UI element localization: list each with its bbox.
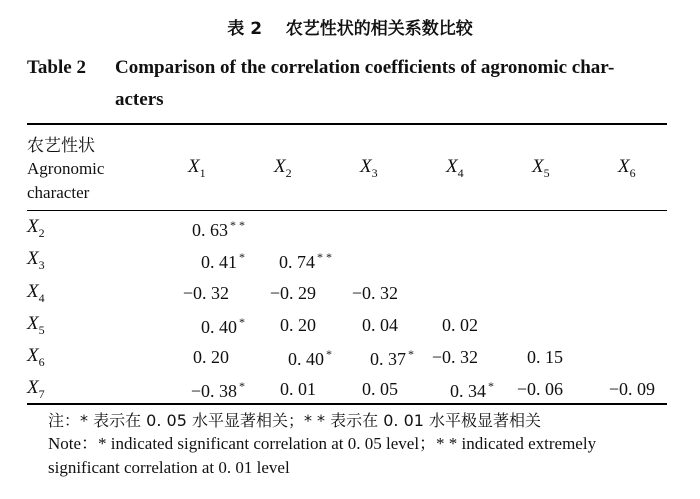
cell-value: 0. 02 <box>442 315 478 335</box>
row-header-var: X <box>27 377 39 398</box>
significance-marker: * * <box>317 250 332 264</box>
row-label-header-cn: 农艺性状 <box>27 136 95 156</box>
column-header-sub: 6 <box>629 165 636 180</box>
cell-value: 0. 20 <box>193 347 229 367</box>
table-title-en <box>27 52 677 116</box>
table-label-cn: 表 2 <box>227 19 263 39</box>
cell-value: 0. 74 <box>279 252 315 272</box>
row-header-var: X <box>27 216 39 237</box>
cell-value: 0. 34 <box>450 381 486 401</box>
column-header-sub: 2 <box>285 165 292 180</box>
table-caption-en-line1: Comparison of the correlation coefficients of agronomic char- <box>115 57 615 78</box>
row-header-var: X <box>27 345 39 366</box>
column-header <box>446 156 464 181</box>
row-header <box>27 345 45 370</box>
row-header-sub: 5 <box>38 322 45 337</box>
column-header-var: X <box>446 156 458 177</box>
cell-value: −0. 29 <box>269 283 316 303</box>
row-header <box>27 216 45 241</box>
cell-value: −0. 38 <box>190 381 237 401</box>
table-cell <box>193 347 229 368</box>
row-header <box>27 313 45 338</box>
table-cell <box>201 315 245 338</box>
row-label-header-en <box>27 157 104 205</box>
cell-value: 0. 41 <box>201 252 237 272</box>
table-label-en: Table 2 <box>27 57 86 78</box>
column-header <box>360 156 378 181</box>
significance-marker: * <box>239 250 245 264</box>
bottom-rule <box>27 403 667 405</box>
table-cell <box>432 347 478 368</box>
cell-value: −0. 06 <box>516 379 563 399</box>
cell-value: 0. 20 <box>280 315 316 335</box>
row-header-sub: 4 <box>38 290 45 305</box>
significance-marker: * <box>408 347 414 361</box>
table-cell <box>442 315 478 336</box>
cell-value: 0. 63 <box>192 220 228 240</box>
table-cell <box>288 347 332 370</box>
significance-marker: * <box>326 347 332 361</box>
column-header <box>188 156 206 181</box>
cell-value: 0. 37 <box>370 349 406 369</box>
column-header-sub: 5 <box>543 165 550 180</box>
column-header-sub: 4 <box>457 165 464 180</box>
cell-value: 0. 15 <box>527 347 563 367</box>
row-header-var: X <box>27 313 39 334</box>
row-label-header-en-line1: Agronomic <box>27 159 105 178</box>
row-header-var: X <box>27 248 39 269</box>
table-cell <box>450 379 494 402</box>
row-label-header-en-line2: character <box>27 183 90 202</box>
table-cell <box>280 315 316 336</box>
table-cell <box>362 379 398 400</box>
significance-marker: * <box>239 315 245 329</box>
cell-value: −0. 32 <box>431 347 478 367</box>
cell-value: 0. 40 <box>201 317 237 337</box>
row-header <box>27 377 45 402</box>
cell-value: −0. 32 <box>182 283 229 303</box>
column-header-var: X <box>618 156 630 177</box>
footnote-cn: 注：* 表示在 0. 05 水平显著相关；* * 表示在 0. 01 水平极显著相关 <box>48 411 542 430</box>
table-cell <box>279 250 332 273</box>
significance-marker: * <box>488 379 494 393</box>
table-cell <box>270 283 316 304</box>
row-header-sub: 6 <box>38 354 45 369</box>
significance-marker: * * <box>230 218 245 232</box>
row-header <box>27 248 45 273</box>
row-header-sub: 3 <box>38 257 45 272</box>
table-cell <box>191 379 245 402</box>
significance-marker: * <box>239 379 245 393</box>
cell-value: 0. 05 <box>362 379 398 399</box>
table-cell <box>201 250 245 273</box>
column-header-sub: 3 <box>371 165 378 180</box>
row-header <box>27 281 45 306</box>
footnote-en: Note：* indicated significant correlation at 0. 05 level；* * indicated extremely significant correlation at 0. 01 level <box>48 434 597 477</box>
table-title-cn <box>0 14 700 39</box>
header-rule <box>27 210 667 211</box>
row-header-sub: 2 <box>38 225 45 240</box>
cell-value: 0. 40 <box>288 349 324 369</box>
column-header <box>618 156 636 181</box>
table-cell <box>280 379 316 400</box>
table-cell <box>362 315 398 336</box>
table-cell <box>609 379 655 400</box>
table-cell <box>183 283 229 304</box>
column-header-var: X <box>274 156 286 177</box>
top-rule <box>27 123 667 125</box>
table-caption-cn: 农艺性状的相关系数比较 <box>285 19 473 39</box>
row-header-var: X <box>27 281 39 302</box>
cell-value: −0. 32 <box>351 283 398 303</box>
row-header-sub: 7 <box>38 386 45 401</box>
table-cell <box>527 347 563 368</box>
table-cell <box>192 218 245 241</box>
table-cell <box>370 347 414 370</box>
table-caption-en-line2: acters <box>115 89 164 110</box>
table-cell <box>352 283 398 304</box>
table-cell <box>517 379 563 400</box>
column-header-var: X <box>532 156 544 177</box>
column-header <box>274 156 292 181</box>
column-header <box>532 156 550 181</box>
column-header-sub: 1 <box>199 165 206 180</box>
column-header-var: X <box>188 156 200 177</box>
cell-value: 0. 01 <box>280 379 316 399</box>
cell-value: −0. 09 <box>608 379 655 399</box>
cell-value: 0. 04 <box>362 315 398 335</box>
column-header-var: X <box>360 156 372 177</box>
